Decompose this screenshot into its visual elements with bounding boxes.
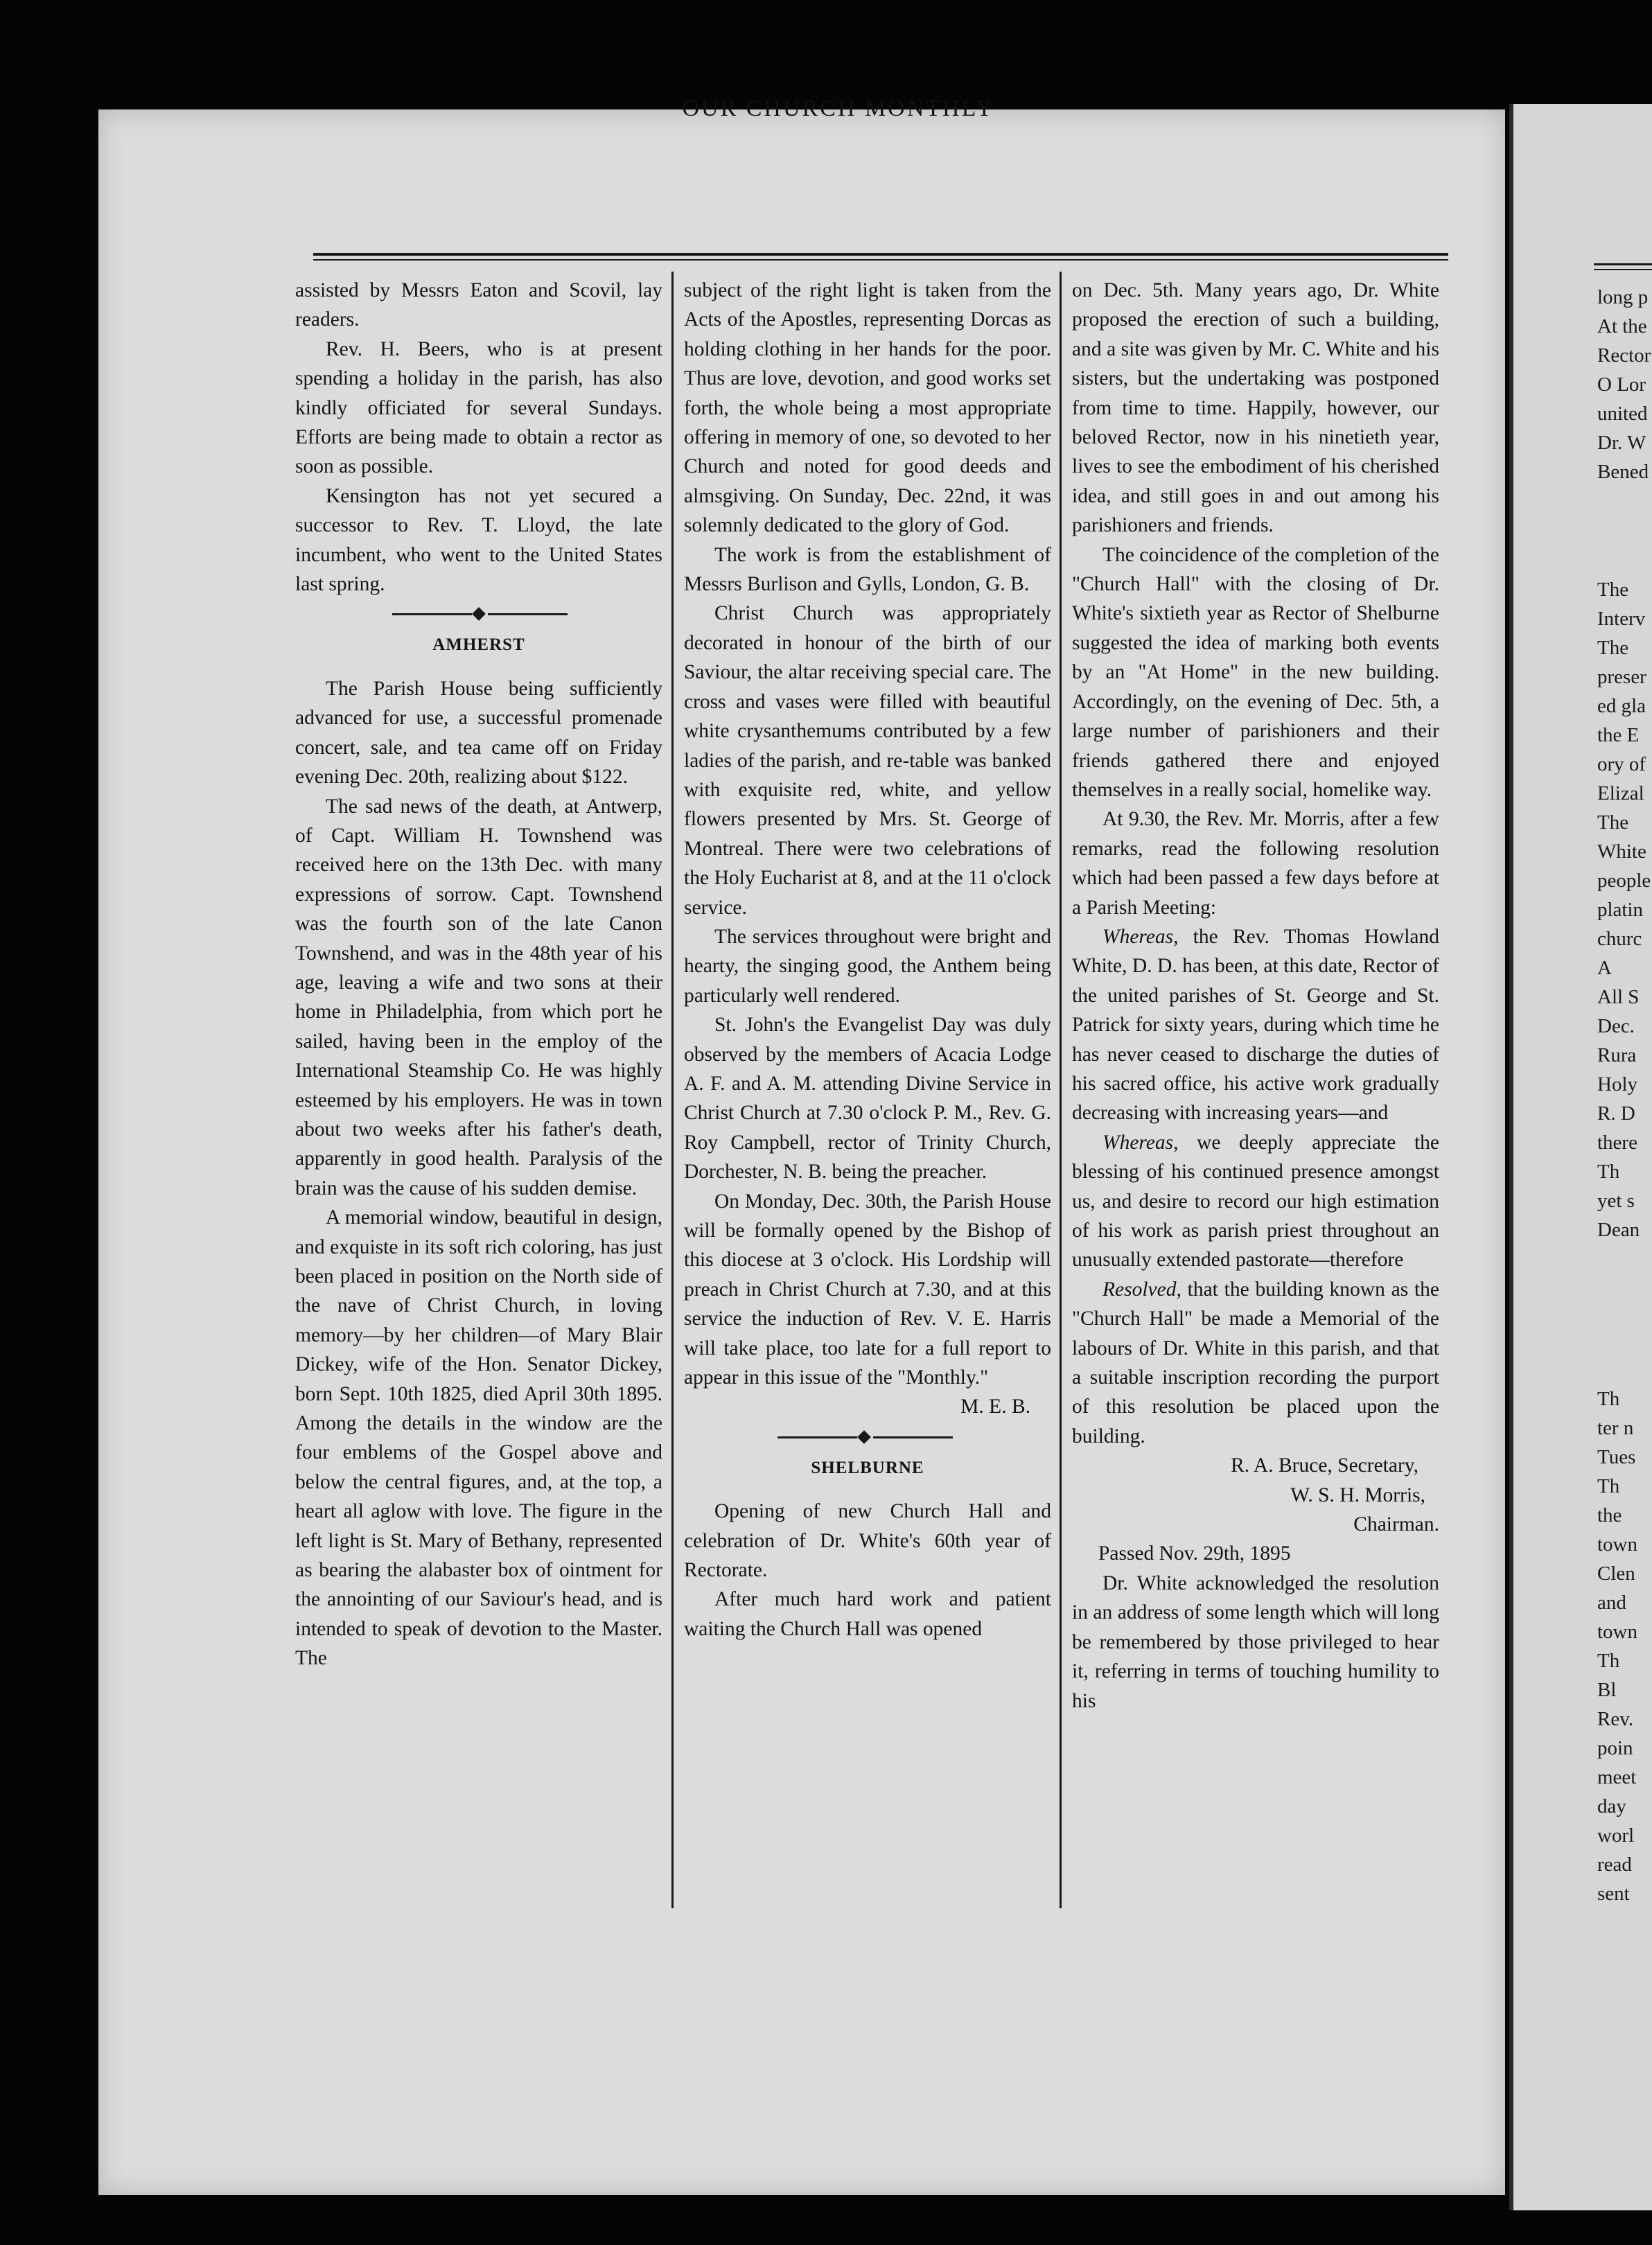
column-1	[295, 276, 662, 2008]
next-page-text-2: The Interv The preser ed gla the E ory of Elizal The White people platin churc A All S Dec. Rura Holy R. D there Th yet s Dean	[1597, 579, 1651, 1241]
header-rule-thin	[313, 259, 1448, 261]
article-paragraph: Dr. White acknowledged the resolution in an address of some length which will long be remembered by those privileged to hear it, referring in terms of touching humility to his	[1072, 1572, 1439, 1712]
next-page-header-rule	[1594, 263, 1652, 265]
column-divider-1	[671, 272, 674, 1908]
article-paragraph: subject of the right light is taken from the Acts of the Apostles, representing Dorcas as holding clothing in her hands for the poor. Thus are love, devotion, and good works set forth, the whole being a most appropriate offering in memory of one, so devoted to her Church and noted for good deeds and almsgiving. On Sunday, Dec. 22nd, it was solemnly dedicated to the glory of God.	[684, 279, 1051, 537]
article-paragraph: The sad news of the death, at Antwerp, of Capt. William H. Townshend was received here on the 13th Dec. with many expressions of sorrow. Capt. Townshend was the fourth son of the late Canon Townshend, and was in the 48th year of his age, leaving a wife and two sons at their home in Philadelphia, from which port he sailed, having been in the employ of the International Steamship Co. He was highly esteemed by his employers. He was in town about two weeks after his father's death, apparently in good health. Paralysis of the brain was the cause of his sudden demise.	[295, 795, 662, 1199]
author-signature: M. E. B.	[960, 1396, 1030, 1418]
article-paragraph: The coincidence of the completion of the "Church Hall" with the closing of Dr. White's sixtieth year as Rector of Shelburne suggested the idea of marking both events by an "At Home" in the new building. Accordingly, on the evening of Dec. 5th, a large number of parishioners and their friends gathered there and enjoyed themselves in a really social, homelike way.	[1072, 543, 1439, 801]
article-paragraph: The Parish House being sufficiently advanced for use, a successful promenade concert, sale, and tea came off on Friday evening Dec. 20th, realizing about $122.	[295, 677, 662, 789]
chairman-name: W. S. H. Morris,	[1290, 1484, 1425, 1506]
article-paragraph: After much hard work and patient waiting the Church Hall was opened	[684, 1588, 1051, 1640]
article-paragraph: St. John's the Evangelist Day was duly observed by the members of Acacia Lodge A. F. and A. M. attending Divine Service in Christ Church at 7.30 o'clock P. M., Rev. G. Roy Campbell, rector of Trinity Church, Dorchester, N. B. being the preacher.	[684, 1014, 1051, 1183]
article-paragraph: Opening of new Church Hall and celebration of Dr. White's 60th year of Rectorate.	[684, 1500, 1051, 1582]
article-paragraph: Rev. H. Beers, who is at present spending a holiday in the parish, has also kindly officiated for several Sundays. Efforts are being made to obtain a rector as soon as possible.	[295, 337, 662, 478]
resolution-lead: Resolved,	[1102, 1278, 1181, 1301]
article-paragraph: assisted by Messrs Eaton and Scovil, lay readers.	[295, 279, 662, 331]
resolution-lead: Whereas,	[1102, 925, 1179, 948]
article-paragraph: On Monday, Dec. 30th, the Parish House will be formally opened by the Bishop of this diocese at 3 o'clock. His Lordship will preach in Christ Church at 7.30, and at this service the induction of Rev. V. E. Harris will take place, too late for a full report to appear in this issue of the "Monthly."	[684, 1190, 1051, 1389]
resolution-paragraph: Whereas, the Rev. Thomas Howland White, D. D. has been, at this date, Rector of the united parishes of St. George and St. Patrick for sixty years, during which time he has never ceased to discharge the duties of his sacred office, his active work gradually decreasing with increasing years—and	[1072, 925, 1439, 1125]
resolution-paragraph: Resolved, that the building known as the "Church Hall" be made a Memorial of the labours of Dr. White in this parish, and that a suitable inscription recording the purport of this resolution be placed upon the building.	[1072, 1278, 1439, 1447]
next-page-text-3: Th ter n Tues Th the town Clen and town Th Bl Rev. poin meet day worl read sent	[1597, 1388, 1637, 1905]
chairman-title: Chairman.	[1353, 1513, 1439, 1536]
article-paragraph: Christ Church was appropriately decorated in honour of the birth of our Saviour, the altar receiving special care. The cross and vases were filled with beautiful white crysanthemums contributed by a few ladies of the parish, and re-table was banked with exquisite red, white, and yellow flowers presented by Mrs. St. George of Montreal. There were two celebrations of the Holy Eucharist at 8, and at the 11 o'clock service.	[684, 602, 1051, 919]
section-ornament	[684, 1430, 1051, 1444]
section-heading-amherst: AMHERST	[432, 635, 525, 655]
column-2	[684, 276, 1051, 2008]
secretary-signature: R. A. Bruce, Secretary,	[1231, 1454, 1418, 1477]
article-paragraph: The services throughout were bright and hearty, the singing good, the Anthem being particularly well rendered.	[684, 925, 1051, 1007]
section-ornament	[295, 607, 662, 621]
resolution-lead: Whereas,	[1102, 1131, 1179, 1154]
column-divider-2	[1060, 272, 1062, 1908]
masthead-title: OUR CHURCH MONTHLY	[682, 96, 995, 121]
article-paragraph: on Dec. 5th. Many years ago, Dr. White proposed the erection of such a building, and a site was given by Mr. C. White and his sisters, but the undertaking was postponed from time to time. Happily, however, our beloved Rector, now in his ninetieth year, lives to see the embodiment of his cherished idea, and still goes in and out among his parishioners and friends.	[1072, 279, 1439, 537]
article-paragraph: At 9.30, the Rev. Mr. Morris, after a few remarks, read the following resolution which had been passed a few days before at a Parish Meeting:	[1072, 808, 1439, 919]
column-3	[1072, 276, 1439, 2008]
article-paragraph: A memorial window, beautiful in design, and exquiste in its soft rich coloring, has just been placed in position on the North side of the nave of Christ Church, in loving memory—by her children—of Mary Blair Dickey, wife of the Hon. Senator Dickey, born Sept. 10th 1825, died April 30th 1895. Among the details in the window are the four emblems of the Gospel above and below the central figures, and, at the top, a heart all aglow with love. The figure in the left light is St. Mary of Bethany, represented as bearing the alabaster box of ointment for the annointing of our Saviour's head, and is intended to speak of devotion to the Master. The	[295, 1206, 662, 1670]
passed-date: Passed Nov. 29th, 1895	[1098, 1542, 1291, 1565]
next-page-text-1: long p At the Rector O Lor united Dr. W Bened	[1597, 286, 1651, 483]
section-heading-shelburne: SHELBURNE	[811, 1458, 924, 1477]
next-page-header-rule-thin	[1594, 269, 1652, 270]
header-rule	[313, 253, 1448, 256]
article-paragraph: The work is from the establishment of Messrs Burlison and Gylls, London, G. B.	[684, 543, 1051, 596]
resolution-paragraph: Whereas, we deeply appreciate the blessing of his continued presence amongst us, and desire to record our high estimation of his work as parish priest throughout an unusually extended pastorate—therefore	[1072, 1131, 1439, 1271]
article-paragraph: Kensington has not yet secured a successor to Rev. T. Lloyd, the late incumbent, who went to the United States last spring.	[295, 484, 662, 596]
